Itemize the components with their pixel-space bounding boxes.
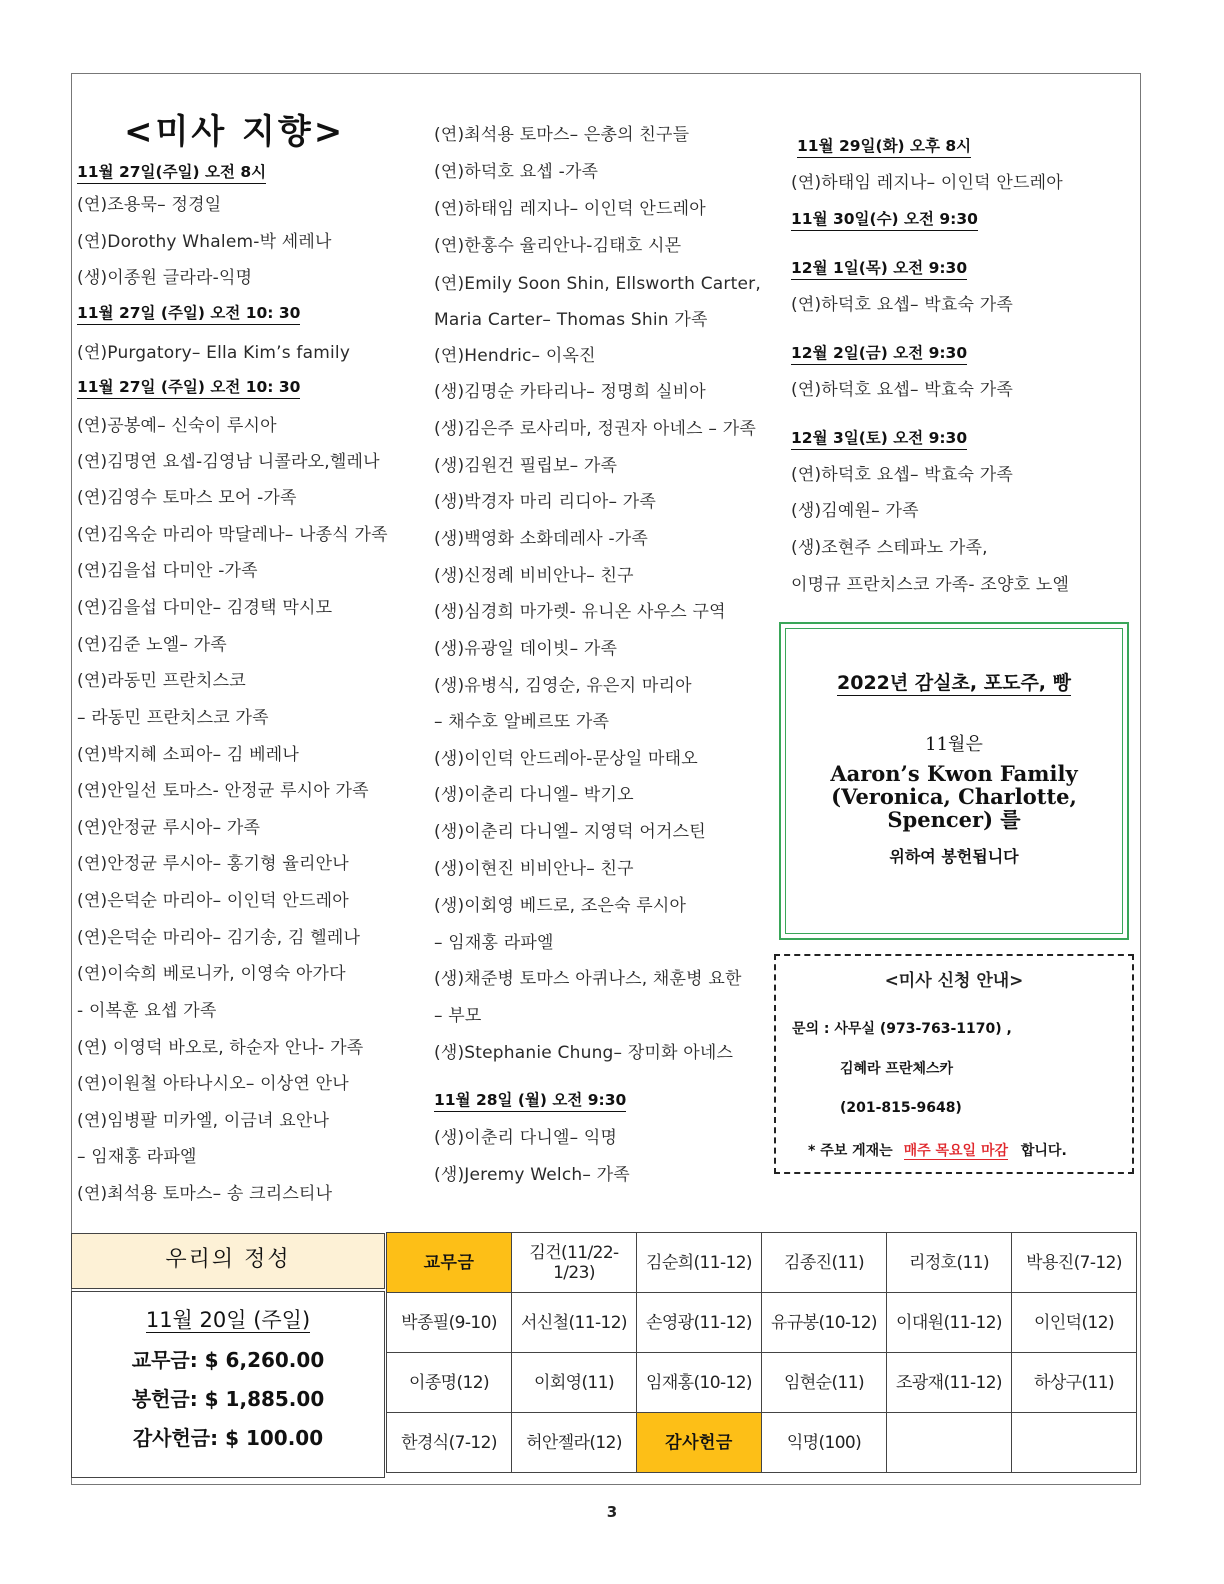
intention-line: (연)김을섭 다미안 -가족 [77, 561, 258, 581]
intention-line: (생)유광일 데이빗– 가족 [434, 639, 618, 659]
offering-dedication-box [779, 622, 1129, 940]
intention-line: (생)김명순 카타리나– 정명희 실비아 [434, 382, 706, 402]
offering-line: 교무금: $ 6,260.00 [131, 1348, 325, 1372]
mass-time-heading: 11월 29일(화) 오후 8시 [797, 134, 971, 158]
mass-time-heading: 12월 1일(목) 오전 9:30 [791, 256, 967, 280]
intention-line: (연)김영수 토마스 모어 -가족 [77, 488, 297, 508]
intention-line: – 임재홍 라파엘 [77, 1147, 197, 1167]
donation-cell: 익명(100) [762, 1413, 887, 1473]
intention-line: – 임재홍 라파엘 [434, 933, 554, 953]
intention-line: (연)김준 노엘– 가족 [77, 635, 227, 655]
intention-line: (연)하덕호 요셉– 박효숙 가족 [791, 380, 1014, 400]
intention-line: (연)하덕호 요셉– 박효숙 가족 [791, 465, 1014, 485]
intention-line: (생)김예원– 가족 [791, 501, 919, 521]
intention-line: (연)공봉예– 신숙이 루시아 [77, 416, 277, 436]
notice-contact-name: 김혜라 프란체스카 [840, 1061, 954, 1077]
intention-line: (생)Jeremy Welch– 가족 [434, 1165, 630, 1185]
notice-deadline [808, 1140, 1067, 1160]
intention-line: (연)은덕순 마리아– 이인덕 안드레아 [77, 891, 349, 911]
intention-line: (생)이종원 글라라-익명 [77, 268, 253, 288]
offering-summary [71, 1233, 385, 1478]
intention-line: (연)김명연 요셉-김영남 니콜라오,헬레나 [77, 452, 380, 472]
donation-cell: 서신철(11-12) [512, 1293, 637, 1353]
intention-line: - 이복훈 요셉 가족 [77, 1001, 217, 1021]
intention-line: (연)하태임 레지나– 이인덕 안드레아 [434, 199, 706, 219]
intention-line: (생)김은주 로사리마, 정권자 아네스 – 가족 [434, 419, 756, 439]
donation-cell [887, 1413, 1012, 1473]
donation-cell: 이인덕(12) [1012, 1293, 1137, 1353]
mass-time-heading: 12월 2일(금) 오전 9:30 [791, 341, 967, 365]
page-number: 3 [606, 1503, 618, 1521]
intention-line: (연)Dorothy Whalem-박 세레나 [77, 232, 332, 252]
intention-line: (생)이춘리 다니엘– 익명 [434, 1128, 618, 1148]
donation-cell: 김종진(11) [762, 1233, 887, 1293]
offering-line: 봉헌금: $ 1,885.00 [131, 1387, 325, 1411]
mass-time-heading: 11월 28일 (월) 오전 9:30 [434, 1088, 626, 1112]
donation-cell: 임현순(11) [762, 1353, 887, 1413]
intention-line: (생)김원건 필립보– 가족 [434, 456, 618, 476]
mass-request-notice [774, 954, 1134, 1174]
offering-heading: 우리의 정성 [71, 1233, 385, 1289]
mass-time-heading: 11월 27일 (주일) 오전 10: 30 [77, 301, 300, 325]
offering-body [71, 1291, 385, 1478]
intention-line: (생)심경희 마가렛- 유니온 사우스 구역 [434, 602, 726, 622]
donation-cell: 유규봉(10-12) [762, 1293, 887, 1353]
dedication-title-text: 2022년 감실초, 포도주, 빵 [837, 672, 1071, 694]
donation-row [387, 1233, 1137, 1293]
notice-title: <미사 신청 안내> [884, 971, 1024, 991]
dedication-family: Aaron’s Kwon Family (Veronica, Charlotte, Spencer) 를 [830, 761, 1078, 832]
donation-cell: 임재홍(10-12) [637, 1353, 762, 1413]
dedication-end: 위하여 봉헌됩니다 [889, 847, 1019, 866]
donation-category-cell: 감사헌금 [637, 1413, 762, 1473]
intention-line: (연)한홍수 율리안나-김태호 시몬 [434, 236, 682, 256]
donation-cell: 이회영(11) [512, 1353, 637, 1413]
intention-line: (연)이숙희 베로니카, 이영숙 아가다 [77, 964, 346, 984]
intention-line: (연) 이영덕 바오로, 하순자 안나- 가족 [77, 1038, 364, 1058]
intention-line: (연)김을섭 다미안– 김경택 막시모 [77, 598, 333, 618]
intention-line: (생)Stephanie Chung– 장미화 아네스 [434, 1043, 734, 1063]
intention-line: (연)이원철 아타나시오– 이상연 안나 [77, 1074, 349, 1094]
intention-line: (연)Emily Soon Shin, Ellsworth Carter, [434, 274, 761, 294]
intention-line: (연)김옥순 마리아 막달레나– 나종식 가족 [77, 525, 388, 545]
intention-line: 이명규 프란치스코 가족- 조양호 노엘 [791, 575, 1070, 595]
donation-category-cell: 교무금 [387, 1233, 512, 1293]
intention-line: (연)안일선 토마스- 안정균 루시아 가족 [77, 781, 369, 801]
offering-line: 감사헌금: $ 100.00 [132, 1426, 324, 1450]
intention-line: (연)조용묵– 정경일 [77, 195, 222, 215]
dedication-title [781, 668, 1127, 695]
donation-cell [1012, 1413, 1137, 1473]
donation-cell: 김순희(11-12) [637, 1233, 762, 1293]
dedication-month: 11월은 [925, 734, 983, 755]
intention-line: (연)Hendric– 이옥진 [434, 346, 596, 366]
intention-line: (연)하덕호 요셉 -가족 [434, 162, 599, 182]
notice-contact-office: 문의 : 사무실 (973-763-1170) , [792, 1021, 1012, 1037]
donation-cell: 이대원(11-12) [887, 1293, 1012, 1353]
intention-line: (연)최석용 토마스– 송 크리스티나 [77, 1184, 333, 1204]
intention-line: (연)최석용 토마스– 은총의 친구들 [434, 125, 690, 145]
intention-line: (생)조현주 스테파노 가족, [791, 538, 988, 558]
donation-row [387, 1353, 1137, 1413]
donation-cell: 이종명(12) [387, 1353, 512, 1413]
intention-line: (생)이춘리 다니엘– 지영덕 어거스틴 [434, 822, 706, 842]
donation-cell: 리정호(11) [887, 1233, 1012, 1293]
notice-deadline-post: 합니다. [1020, 1143, 1067, 1159]
offering-date [72, 1304, 384, 1334]
donation-cell: 박종필(9-10) [387, 1293, 512, 1353]
intention-line: (연)하태임 레지나– 이인덕 안드레아 [791, 173, 1063, 193]
notice-deadline-red: 매주 목요일 마감 [903, 1143, 1008, 1159]
intention-line: (생)백영화 소화데레사 -가족 [434, 529, 649, 549]
intention-line: (생)유병식, 김영순, 유은지 마리아 [434, 676, 692, 696]
donation-row [387, 1413, 1137, 1473]
offering-date-text: 11월 20일 (주일) [145, 1308, 311, 1332]
intention-line: (연)Purgatory– Ella Kim’s family [77, 343, 351, 363]
notice-contact-phone: (201-815-9648) [840, 1100, 962, 1116]
donation-cell: 박용진(7-12) [1012, 1233, 1137, 1293]
mass-time-heading: 12월 3일(토) 오전 9:30 [791, 426, 967, 450]
donation-cell: 손영광(11-12) [637, 1293, 762, 1353]
intention-line: – 채수호 알베르또 가족 [434, 712, 610, 732]
intention-line: (연)은덕순 마리아– 김기송, 김 헬레나 [77, 928, 361, 948]
intention-line: (연)안정균 루시아– 가족 [77, 818, 261, 838]
intention-line: Maria Carter– Thomas Shin 가족 [434, 310, 708, 330]
mass-time-heading: 11월 27일(주일) 오전 8시 [77, 160, 266, 184]
notice-deadline-pre: * 주보 게재는 [808, 1143, 893, 1159]
intention-line: – 라동민 프란치스코 가족 [77, 708, 269, 728]
intention-line: (생)신정례 비비안나– 친구 [434, 566, 634, 586]
intention-line: (생)이춘리 다니엘– 박기오 [434, 785, 634, 805]
donation-row [387, 1293, 1137, 1353]
mass-time-heading: 11월 30일(수) 오전 9:30 [791, 207, 978, 231]
page-title: <미사 지향> [124, 112, 346, 152]
donation-cell: 허안젤라(12) [512, 1413, 637, 1473]
mass-time-heading: 11월 27일 (주일) 오전 10: 30 [77, 375, 300, 399]
intention-line: (생)박경자 마리 리디아– 가족 [434, 492, 657, 512]
donation-table [386, 1232, 1137, 1473]
intention-line: (생)이현진 비비안나– 친구 [434, 859, 634, 879]
intention-line: (생)이인덕 안드레아-문상일 마태오 [434, 749, 698, 769]
intention-line: (연)하덕호 요셉– 박효숙 가족 [791, 295, 1014, 315]
intention-line: (생)채준병 토마스 아퀴나스, 채훈병 요한 [434, 969, 742, 989]
donation-cell: 김건(11/22-1/23) [512, 1233, 637, 1293]
donation-cell: 하상구(11) [1012, 1353, 1137, 1413]
intention-line: (연)안정균 루시아– 홍기형 율리안나 [77, 854, 349, 874]
intention-line: (생)이회영 베드로, 조은숙 루시아 [434, 896, 687, 916]
donation-cell: 한경식(7-12) [387, 1413, 512, 1473]
intention-line: (연)박지혜 소피아– 김 베레나 [77, 745, 300, 765]
donation-cell: 조광재(11-12) [887, 1353, 1012, 1413]
intention-line: (연)라동민 프란치스코 [77, 671, 246, 691]
intention-line: (연)임병팔 미카엘, 이금녀 요안나 [77, 1111, 330, 1131]
intention-line: – 부모 [434, 1006, 482, 1026]
